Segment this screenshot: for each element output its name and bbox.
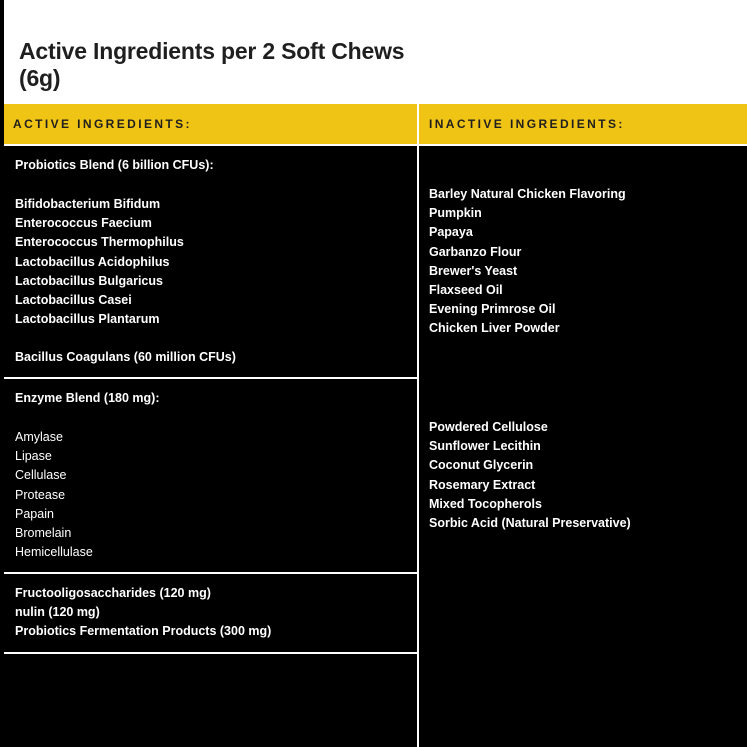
enzyme-heading: Enzyme Blend (180 mg): [15,391,160,405]
list-item: Chicken Liver Powder [429,321,560,336]
row-divider [4,377,418,379]
list-item: Protease [15,487,66,502]
list-item: Bifidobacterium Bifidum [15,197,161,211]
probiotics-list [15,195,184,329]
row-divider [4,652,418,654]
list-item: Lactobacillus Casei [15,293,132,308]
list-item: Hemicellulase [15,545,93,560]
list-item: Amylase [15,430,63,444]
inactive-list-group1 [429,185,626,339]
enzyme-list [15,428,93,562]
list-item: Enterococcus Thermophilus [15,235,184,250]
other-ingredients-list [15,584,271,642]
list-item: Papain [15,506,54,521]
header-divider [4,144,747,146]
list-item: nulin (120 mg) [15,605,100,620]
list-item: Rosemary Extract [429,477,536,492]
probiotics-heading: Probiotics Blend (6 billion CFUs): [15,158,214,172]
list-item: Lactobacillus Bulgaricus [15,273,163,288]
list-item: Fructooligosaccharides (120 mg) [15,586,211,600]
list-item: Lipase [15,449,52,464]
inactive-ingredients-header: INACTIVE INGREDIENTS: [429,117,625,131]
column-divider [417,104,419,747]
list-item: Cellulase [15,468,67,483]
active-ingredients-header: ACTIVE INGREDIENTS: [13,117,192,131]
list-item: Coconut Glycerin [429,458,534,473]
ingredients-table [4,104,747,747]
list-item: Sunflower Lecithin [429,439,541,454]
list-item: Barley Natural Chicken Flavoring [429,187,626,201]
list-item: Powdered Cellulose [429,420,548,434]
list-item: Garbanzo Flour [429,244,522,259]
list-item: Brewer's Yeast [429,263,518,278]
list-item: Evening Primrose Oil [429,302,556,317]
table-header-row [4,104,747,144]
list-item: Probiotics Fermentation Products (300 mg) [15,624,272,639]
page-title: Active Ingredients per 2 Soft Chews (6g) [19,38,405,91]
list-item: Mixed Tocopherols [429,496,542,511]
list-item: Enterococcus Faecium [15,216,152,231]
list-item: Bromelain [15,526,72,541]
list-item: Lactobacillus Acidophilus [15,254,170,269]
list-item: Sorbic Acid (Natural Preservative) [429,516,631,531]
list-item: Pumpkin [429,206,482,221]
list-item: Flaxseed Oil [429,283,503,298]
row-divider [4,572,418,574]
bacillus-coagulans: Bacillus Coagulans (60 million CFUs) [15,350,236,364]
inactive-list-group2 [429,418,631,533]
list-item: Papaya [429,225,473,240]
list-item: Lactobacillus Plantarum [15,312,160,327]
